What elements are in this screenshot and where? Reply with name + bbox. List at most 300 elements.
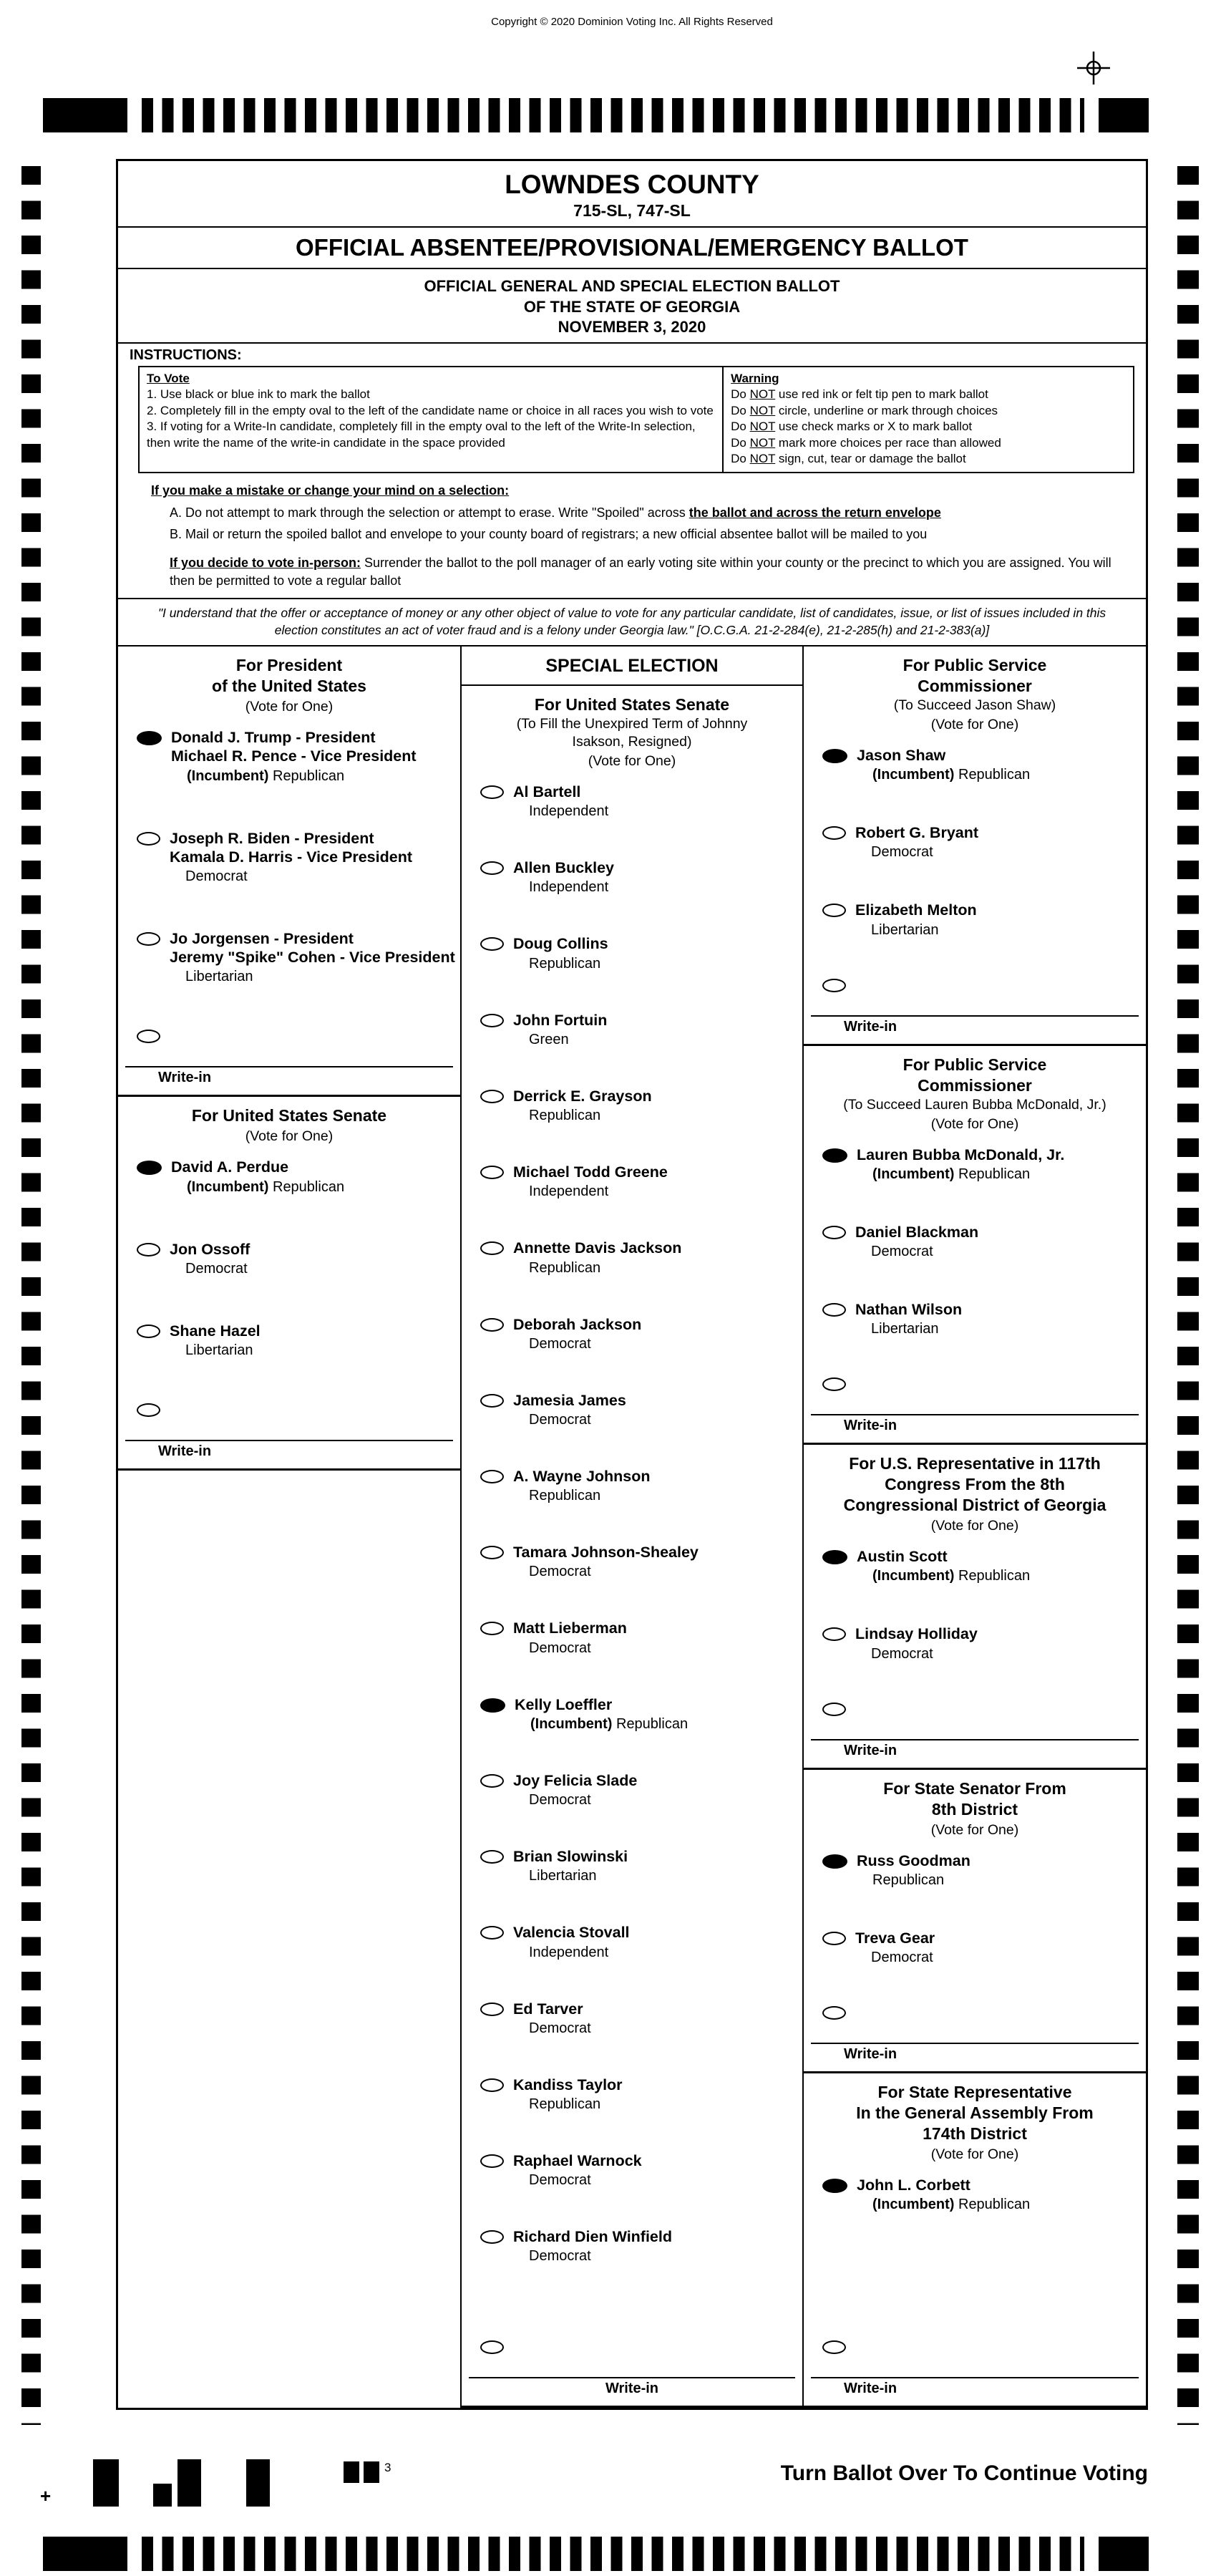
not-emphasis: NOT [749, 403, 776, 417]
oval-filled[interactable] [822, 1148, 847, 1163]
oval-empty[interactable] [137, 832, 160, 846]
incumbent-label: (Incumbent) [872, 2197, 955, 2213]
contest [118, 1097, 460, 1471]
warning-item: Do NOT mark more choices per race than allowed [731, 435, 1001, 450]
candidate-party: Independent [529, 803, 609, 820]
oval-empty[interactable] [822, 1377, 846, 1391]
write-in-label: Write-in [844, 1742, 897, 1758]
contest-title-line: In the General Assembly From [856, 2103, 1094, 2122]
oval-empty[interactable] [480, 1546, 504, 1559]
oval-empty[interactable] [822, 1627, 846, 1641]
candidate-row [804, 1146, 1146, 1183]
candidate-party: Republican [529, 1108, 601, 1124]
oval-empty[interactable] [822, 2340, 846, 2354]
in-person-title: If you decide to vote in-person: [170, 556, 361, 571]
candidate-info [855, 1624, 978, 1662]
oval-empty[interactable] [480, 1470, 504, 1483]
contest-header [118, 647, 460, 722]
candidate-name: Austin Scott [857, 1548, 948, 1566]
candidate-party: (Incumbent) Republican [872, 767, 1031, 783]
not-emphasis: NOT [749, 435, 776, 450]
contest [804, 1770, 1146, 2073]
candidate-info [513, 934, 608, 972]
oval-empty[interactable] [822, 1932, 846, 1945]
contest-title-line: Commissioner [918, 677, 1032, 696]
candidate-party: Libertarian [529, 1868, 597, 1884]
ballot-style-number: 715-SL, 747-SL [118, 201, 1146, 228]
contest-title-line: For United States Senate [534, 695, 730, 715]
oval-empty[interactable] [822, 1226, 846, 1239]
vote-for-instruction: (Vote for One) [930, 1518, 1019, 1534]
candidate-name: Robert G. Bryant [855, 824, 979, 842]
timing-bars [142, 98, 1084, 132]
oval-empty[interactable] [822, 979, 846, 992]
candidate-party: Libertarian [185, 969, 253, 985]
contest-header [462, 686, 802, 777]
oval-empty[interactable] [822, 2006, 846, 2020]
candidate-name: Jo Jorgensen - President [170, 929, 354, 947]
not-emphasis: NOT [749, 420, 776, 434]
candidate-name: Jamesia James [513, 1391, 626, 1409]
candidate-row [462, 1923, 802, 1960]
oval-empty[interactable] [822, 1703, 846, 1716]
oval-empty[interactable] [480, 1014, 504, 1027]
candidate-party: Libertarian [871, 921, 939, 938]
contest [804, 647, 1146, 1046]
oval-empty[interactable] [137, 1403, 160, 1417]
footer-bar [153, 2484, 172, 2507]
candidate-info [857, 1851, 970, 1889]
voter-oath: "I understand that the offer or acceptance of money or any other object of value to vote for any particular candidate, list of candidates, issue, or list of issues included in this election constitutes an act of voter fraud and is a felony under Georgia law." [O.C.G.A. 21-2-284(e), 21-2-285(h) and 21-2-383(a)] [118, 598, 1146, 645]
candidate-info [513, 1087, 652, 1124]
candidate-info [857, 1146, 1064, 1183]
contest [118, 647, 460, 1097]
not-emphasis: NOT [749, 451, 776, 465]
candidate-name: Jeremy "Spike" Cohen - Vice President [170, 949, 455, 967]
candidate-party: Democrat [185, 1260, 248, 1277]
candidate-info [170, 1322, 261, 1359]
candidate-name: Joy Felicia Slade [513, 1771, 638, 1789]
oval-empty[interactable] [480, 861, 504, 875]
write-in-area [804, 1377, 1146, 1443]
candidate-party: Democrat [871, 844, 933, 861]
candidate-row [804, 746, 1146, 783]
incumbent-label: (Incumbent) [872, 767, 955, 783]
candidate-row [118, 929, 460, 985]
candidate-name: Annette Davis Jackson [513, 1239, 682, 1257]
candidate-info [171, 728, 417, 784]
write-in-area [118, 1403, 460, 1468]
candidate-party: Republican [872, 1872, 945, 1888]
candidate-info [857, 1547, 1030, 1584]
candidate-party: Democrat [529, 1564, 591, 1580]
candidate-party: Democrat [529, 2172, 591, 2189]
contest-subtitle-line: Isakson, Resigned) [572, 734, 692, 750]
candidate-list [804, 1140, 1146, 1338]
candidate-info [513, 783, 608, 820]
candidate-party: Green [529, 1031, 569, 1047]
candidate-party: Independent [529, 879, 609, 896]
candidate-party: (Incumbent) Republican [872, 1166, 1031, 1182]
contest-title-line: For State Representative [877, 2082, 1072, 2101]
ballot-body [116, 159, 1148, 2410]
candidate-info [513, 1543, 699, 1580]
candidate-info [513, 1315, 641, 1352]
warning-list [731, 387, 1126, 467]
candidate-info [855, 901, 977, 938]
contest-title-line: For U.S. Representative in 117th [849, 1454, 1101, 1473]
candidate-name: John L. Corbett [857, 2176, 970, 2194]
candidate-row [118, 1158, 460, 1195]
candidate-row [462, 1619, 802, 1656]
footer-bar [344, 2461, 359, 2483]
candidate-info [513, 1391, 626, 1428]
candidate-party: (Incumbent) Republican [187, 768, 345, 784]
candidate-row [804, 1851, 1146, 1889]
write-in-area [118, 1030, 460, 1095]
oval-empty[interactable] [480, 2340, 504, 2354]
contest-title-line: For President [235, 656, 343, 675]
candidate-name: Matt Lieberman [513, 1619, 627, 1637]
candidate-row [462, 1315, 802, 1352]
timing-marks-right [1177, 166, 1199, 2425]
candidate-info [513, 1239, 681, 1276]
candidate-row [462, 2000, 802, 2037]
candidate-info [513, 1923, 630, 1960]
candidate-list [462, 777, 802, 2303]
candidate-name: Michael R. Pence - Vice President [171, 747, 417, 765]
oval-empty[interactable] [480, 2154, 504, 2168]
oval-empty[interactable] [822, 904, 846, 917]
footer-bar [177, 2459, 201, 2507]
oval-filled[interactable] [480, 1698, 505, 1713]
candidate-row [462, 1543, 802, 1580]
candidate-party: Democrat [529, 1792, 591, 1808]
in-person-text: Surrender the ballot to the poll manager of an early voting site within your county or the precinct to which you are assigned. You will then be permitted to vote a regular ballot [170, 556, 1111, 588]
incumbent-label: (Incumbent) [872, 1568, 955, 1584]
candidate-list [804, 2170, 1146, 2253]
write-in-label: Write-in [844, 1418, 897, 1434]
footer-glyph: 3 [384, 2461, 391, 2474]
candidate-party: Democrat [529, 2020, 591, 2036]
candidate-name: Daniel Blackman [855, 1223, 979, 1241]
write-in-area [804, 2006, 1146, 2071]
candidate-name: Ed Tarver [513, 2000, 583, 2018]
vote-for-instruction: (Vote for One) [588, 753, 676, 770]
candidate-name: Al Bartell [513, 783, 581, 801]
candidate-name: Michael Todd Greene [513, 1163, 668, 1181]
plus-mark: + [40, 2485, 52, 2507]
contest-title-line: Congressional District of Georgia [843, 1496, 1106, 1515]
election-date: NOVEMBER 3, 2020 [558, 318, 706, 336]
candidate-name: Nathan Wilson [855, 1301, 963, 1319]
candidate-row [462, 1087, 802, 1124]
candidate-party: Democrat [871, 1949, 933, 1965]
candidate-party: Democrat [871, 1645, 933, 1662]
to-vote-title: To Vote [147, 371, 190, 385]
candidate-party: (Incumbent) Republican [530, 1715, 689, 1732]
vote-for-instruction: (Vote for One) [930, 717, 1019, 733]
warning-item: Do NOT sign, cut, tear or damage the ballot [731, 451, 966, 465]
footer-marks [0, 2459, 501, 2509]
candidate-name: Elizabeth Melton [855, 901, 977, 919]
special-election-banner: SPECIAL ELECTION [462, 647, 802, 686]
candidate-name: Jason Shaw [857, 747, 946, 765]
write-in-label: Write-in [158, 1070, 212, 1086]
candidate-name: Russ Goodman [857, 1851, 970, 1869]
election-title-line1: OFFICIAL GENERAL AND SPECIAL ELECTION BALLOT [424, 277, 840, 295]
oval-empty[interactable] [480, 1850, 504, 1864]
footer-bar [364, 2461, 379, 2483]
candidate-name: Lauren Bubba McDonald, Jr. [857, 1146, 1065, 1163]
candidate-name: A. Wayne Johnson [513, 1467, 651, 1485]
oval-empty[interactable] [822, 826, 846, 840]
candidate-row [462, 1695, 802, 1733]
oval-empty[interactable] [480, 937, 504, 951]
oval-empty[interactable] [480, 1318, 504, 1332]
contest-header [804, 1046, 1146, 1140]
incumbent-label: (Incumbent) [872, 1166, 955, 1182]
candidate-party: Independent [529, 1183, 609, 1200]
oval-filled[interactable] [137, 1161, 162, 1175]
candidate-name: Derrick E. Grayson [513, 1087, 652, 1105]
candidate-info [513, 1163, 668, 1200]
contest-header [804, 647, 1146, 740]
candidate-name: Lindsay Holliday [855, 1625, 978, 1643]
timing-block-left [43, 98, 127, 132]
oval-empty[interactable] [480, 2003, 504, 2016]
candidate-list [118, 722, 460, 985]
warning-item: Do NOT use red ink or felt tip pen to mark ballot [731, 387, 988, 402]
contest [462, 686, 802, 2408]
candidate-info [515, 1695, 688, 1733]
registration-crosshair-mark [1077, 52, 1110, 84]
candidate-row [804, 2176, 1146, 2213]
candidate-name: David A. Perdue [171, 1158, 289, 1176]
oval-empty[interactable] [137, 1243, 160, 1256]
contest-title-line: 174th District [923, 2124, 1027, 2143]
column-2 [460, 647, 804, 2408]
not-emphasis: NOT [749, 387, 776, 402]
oval-empty[interactable] [137, 1030, 160, 1043]
candidate-info [513, 1619, 627, 1656]
write-in-label: Write-in [844, 2045, 897, 2062]
candidate-party: Republican [529, 955, 601, 972]
candidate-row [118, 1322, 460, 1359]
oval-filled[interactable] [822, 1550, 847, 1564]
candidate-party: Libertarian [871, 1321, 939, 1337]
to-vote-item: 2. Completely fill in the empty oval to the left of the candidate name or choice in all races you wish to vote [147, 403, 714, 417]
oval-empty[interactable] [480, 1166, 504, 1179]
candidate-row [462, 934, 802, 972]
candidate-info [171, 1158, 344, 1195]
candidate-row [118, 829, 460, 885]
warning-title: Warning [731, 371, 779, 385]
copyright-notice: Copyright © 2020 Dominion Voting Inc. All Rights Reserved [491, 16, 773, 28]
contest-subtitle-line: (To Fill the Unexpired Term of Johnny [516, 716, 748, 732]
candidate-info [170, 829, 412, 885]
candidate-party: Democrat [529, 1411, 591, 1428]
candidate-info [855, 1929, 935, 1966]
oval-empty[interactable] [480, 1622, 504, 1635]
candidate-row [462, 1163, 802, 1200]
write-in-label: Write-in [158, 1443, 212, 1460]
candidate-party: (Incumbent) Republican [872, 1568, 1031, 1584]
candidate-info [855, 1300, 962, 1337]
candidate-row [462, 2151, 802, 2189]
candidate-name: John Fortuin [513, 1011, 608, 1029]
candidate-info [170, 929, 455, 985]
in-person-instructions [118, 550, 1146, 591]
oval-empty[interactable] [480, 2078, 504, 2092]
candidate-name: Donald J. Trump - President [171, 729, 376, 747]
timing-block-right [1099, 2537, 1149, 2571]
candidate-name: Kelly Loeffler [515, 1695, 613, 1713]
candidate-row [462, 783, 802, 820]
candidate-list [804, 1846, 1146, 1966]
candidate-info [857, 746, 1030, 783]
candidate-list [118, 1152, 460, 1359]
contest-area [118, 645, 1146, 2408]
candidate-info [513, 858, 614, 896]
timing-block-right [1099, 98, 1149, 132]
candidate-name: Doug Collins [513, 935, 608, 953]
oval-empty[interactable] [137, 932, 160, 946]
candidate-row [804, 1300, 1146, 1337]
county-name: LOWNDES COUNTY [505, 170, 759, 199]
candidate-list [804, 1541, 1146, 1662]
contest-title-line: For Public Service [903, 1055, 1047, 1074]
candidate-row [462, 1239, 802, 1276]
candidate-info [513, 2000, 591, 2037]
instructions-label: INSTRUCTIONS: [130, 347, 242, 363]
instruction-boxes [138, 366, 1134, 474]
candidate-row [118, 728, 460, 784]
candidate-name: Deborah Jackson [513, 1315, 642, 1333]
oval-empty[interactable] [137, 1325, 160, 1338]
contest-title-line: For State Senator From [883, 1778, 1066, 1798]
candidate-name: Raphael Warnock [513, 2151, 642, 2169]
footer-bar [93, 2459, 119, 2507]
ballot-type-title: OFFICIAL ABSENTEE/PROVISIONAL/EMERGENCY BALLOT [118, 228, 1146, 269]
oval-empty[interactable] [480, 2230, 504, 2244]
warning-item: Do NOT circle, underline or mark through choices [731, 403, 998, 417]
candidate-info [513, 1771, 637, 1808]
oval-empty[interactable] [480, 1090, 504, 1103]
timing-marks-top [43, 98, 1149, 132]
incumbent-label: (Incumbent) [530, 1715, 613, 1732]
candidate-name: Kamala D. Harris - Vice President [170, 848, 412, 866]
candidate-party: Republican [529, 1259, 601, 1276]
timing-block-left [43, 2537, 127, 2571]
contest [804, 2073, 1146, 2408]
warning-box [722, 367, 1133, 473]
timing-marks-bottom [43, 2537, 1149, 2571]
candidate-party: Democrat [185, 868, 248, 884]
contest-title-line: For United States Senate [191, 1106, 387, 1125]
candidate-row [804, 823, 1146, 861]
column-3 [804, 647, 1146, 2408]
contest-title-line: 8th District [931, 1799, 1018, 1819]
oval-empty[interactable] [480, 1241, 504, 1255]
oval-empty[interactable] [480, 785, 504, 799]
candidate-name: Kandiss Taylor [513, 2076, 623, 2093]
candidate-name: Tamara Johnson-Shealey [513, 1544, 699, 1561]
contest-header [804, 1770, 1146, 1846]
mistake-instructions [118, 478, 1146, 544]
vote-for-instruction: (Vote for One) [245, 1128, 334, 1145]
candidate-name: Treva Gear [855, 1929, 935, 1947]
footer-bar [246, 2459, 270, 2507]
candidate-party: Democrat [529, 2248, 591, 2265]
vote-for-instruction: (Vote for One) [930, 1115, 1019, 1132]
candidate-row [462, 2227, 802, 2265]
candidate-party: (Incumbent) Republican [187, 1178, 345, 1195]
candidate-info [170, 1240, 250, 1277]
candidate-row [462, 1467, 802, 1504]
contest-header [118, 1097, 460, 1152]
candidate-party: (Incumbent) Republican [872, 2197, 1031, 2213]
write-in-area [804, 1703, 1146, 1768]
write-in-label: Write-in [844, 1018, 897, 1035]
candidate-party: Republican [529, 2096, 601, 2112]
to-vote-list [147, 387, 715, 451]
oval-empty[interactable] [480, 1774, 504, 1788]
candidate-info [855, 823, 978, 861]
contest-subtitle-line: (To Succeed Jason Shaw) [893, 697, 1056, 714]
write-in-label: Write-in [844, 2381, 897, 2396]
oval-filled[interactable] [822, 2179, 847, 2193]
mistake-line-b: B. Mail or return the spoiled ballot and envelope to your county board of registrars; a new official absentee ballot will be mailed to you [170, 527, 928, 541]
election-title-line2: OF THE STATE OF GEORGIA [523, 297, 741, 316]
candidate-name: Shane Hazel [170, 1322, 261, 1340]
candidate-row [462, 1391, 802, 1428]
candidate-name: Richard Dien Winfield [513, 2228, 672, 2246]
contest-title-line: Commissioner [918, 1075, 1032, 1095]
candidate-info [513, 2076, 623, 2113]
contest-subtitle-line: (To Succeed Lauren Bubba McDonald, Jr.) [843, 1096, 1106, 1113]
oval-empty[interactable] [480, 1394, 504, 1408]
candidate-name: Allen Buckley [513, 859, 614, 877]
candidate-name: Brian Slowinski [513, 1848, 628, 1866]
vote-for-instruction: (Vote for One) [930, 2146, 1019, 2162]
turn-ballot-over-text: Turn Ballot Over To Continue Voting [780, 2461, 1148, 2485]
contest-header [804, 2073, 1146, 2170]
vote-for-instruction: (Vote for One) [245, 699, 334, 715]
oval-filled[interactable] [822, 749, 847, 763]
contest-header [804, 1445, 1146, 1541]
oval-empty[interactable] [480, 1926, 504, 1940]
contest [804, 1445, 1146, 1769]
candidate-party: Democrat [871, 1244, 933, 1260]
candidate-info [513, 1467, 651, 1504]
election-title [118, 269, 1146, 344]
candidate-row [462, 1011, 802, 1048]
oval-empty[interactable] [822, 1303, 846, 1317]
candidate-party: Independent [529, 1944, 609, 1960]
timing-marks-left [21, 166, 41, 2425]
write-in-label: Write-in [605, 2381, 659, 2396]
mistake-title: If you make a mistake or change your mind on a selection: [151, 483, 510, 498]
to-vote-item: 3. If voting for a Write-In candidate, completely fill in the empty oval to the left of the Write-In selection, then write the name of the write-in candidate in the space provided [147, 420, 696, 450]
oval-filled[interactable] [137, 731, 162, 745]
spoiled-emphasis: the ballot and across the return envelope [689, 505, 941, 520]
candidate-info [513, 1011, 607, 1048]
incumbent-label: (Incumbent) [187, 768, 269, 784]
incumbent-label: (Incumbent) [187, 1178, 269, 1195]
oval-filled[interactable] [822, 1854, 847, 1869]
candidate-info [513, 1847, 628, 1884]
